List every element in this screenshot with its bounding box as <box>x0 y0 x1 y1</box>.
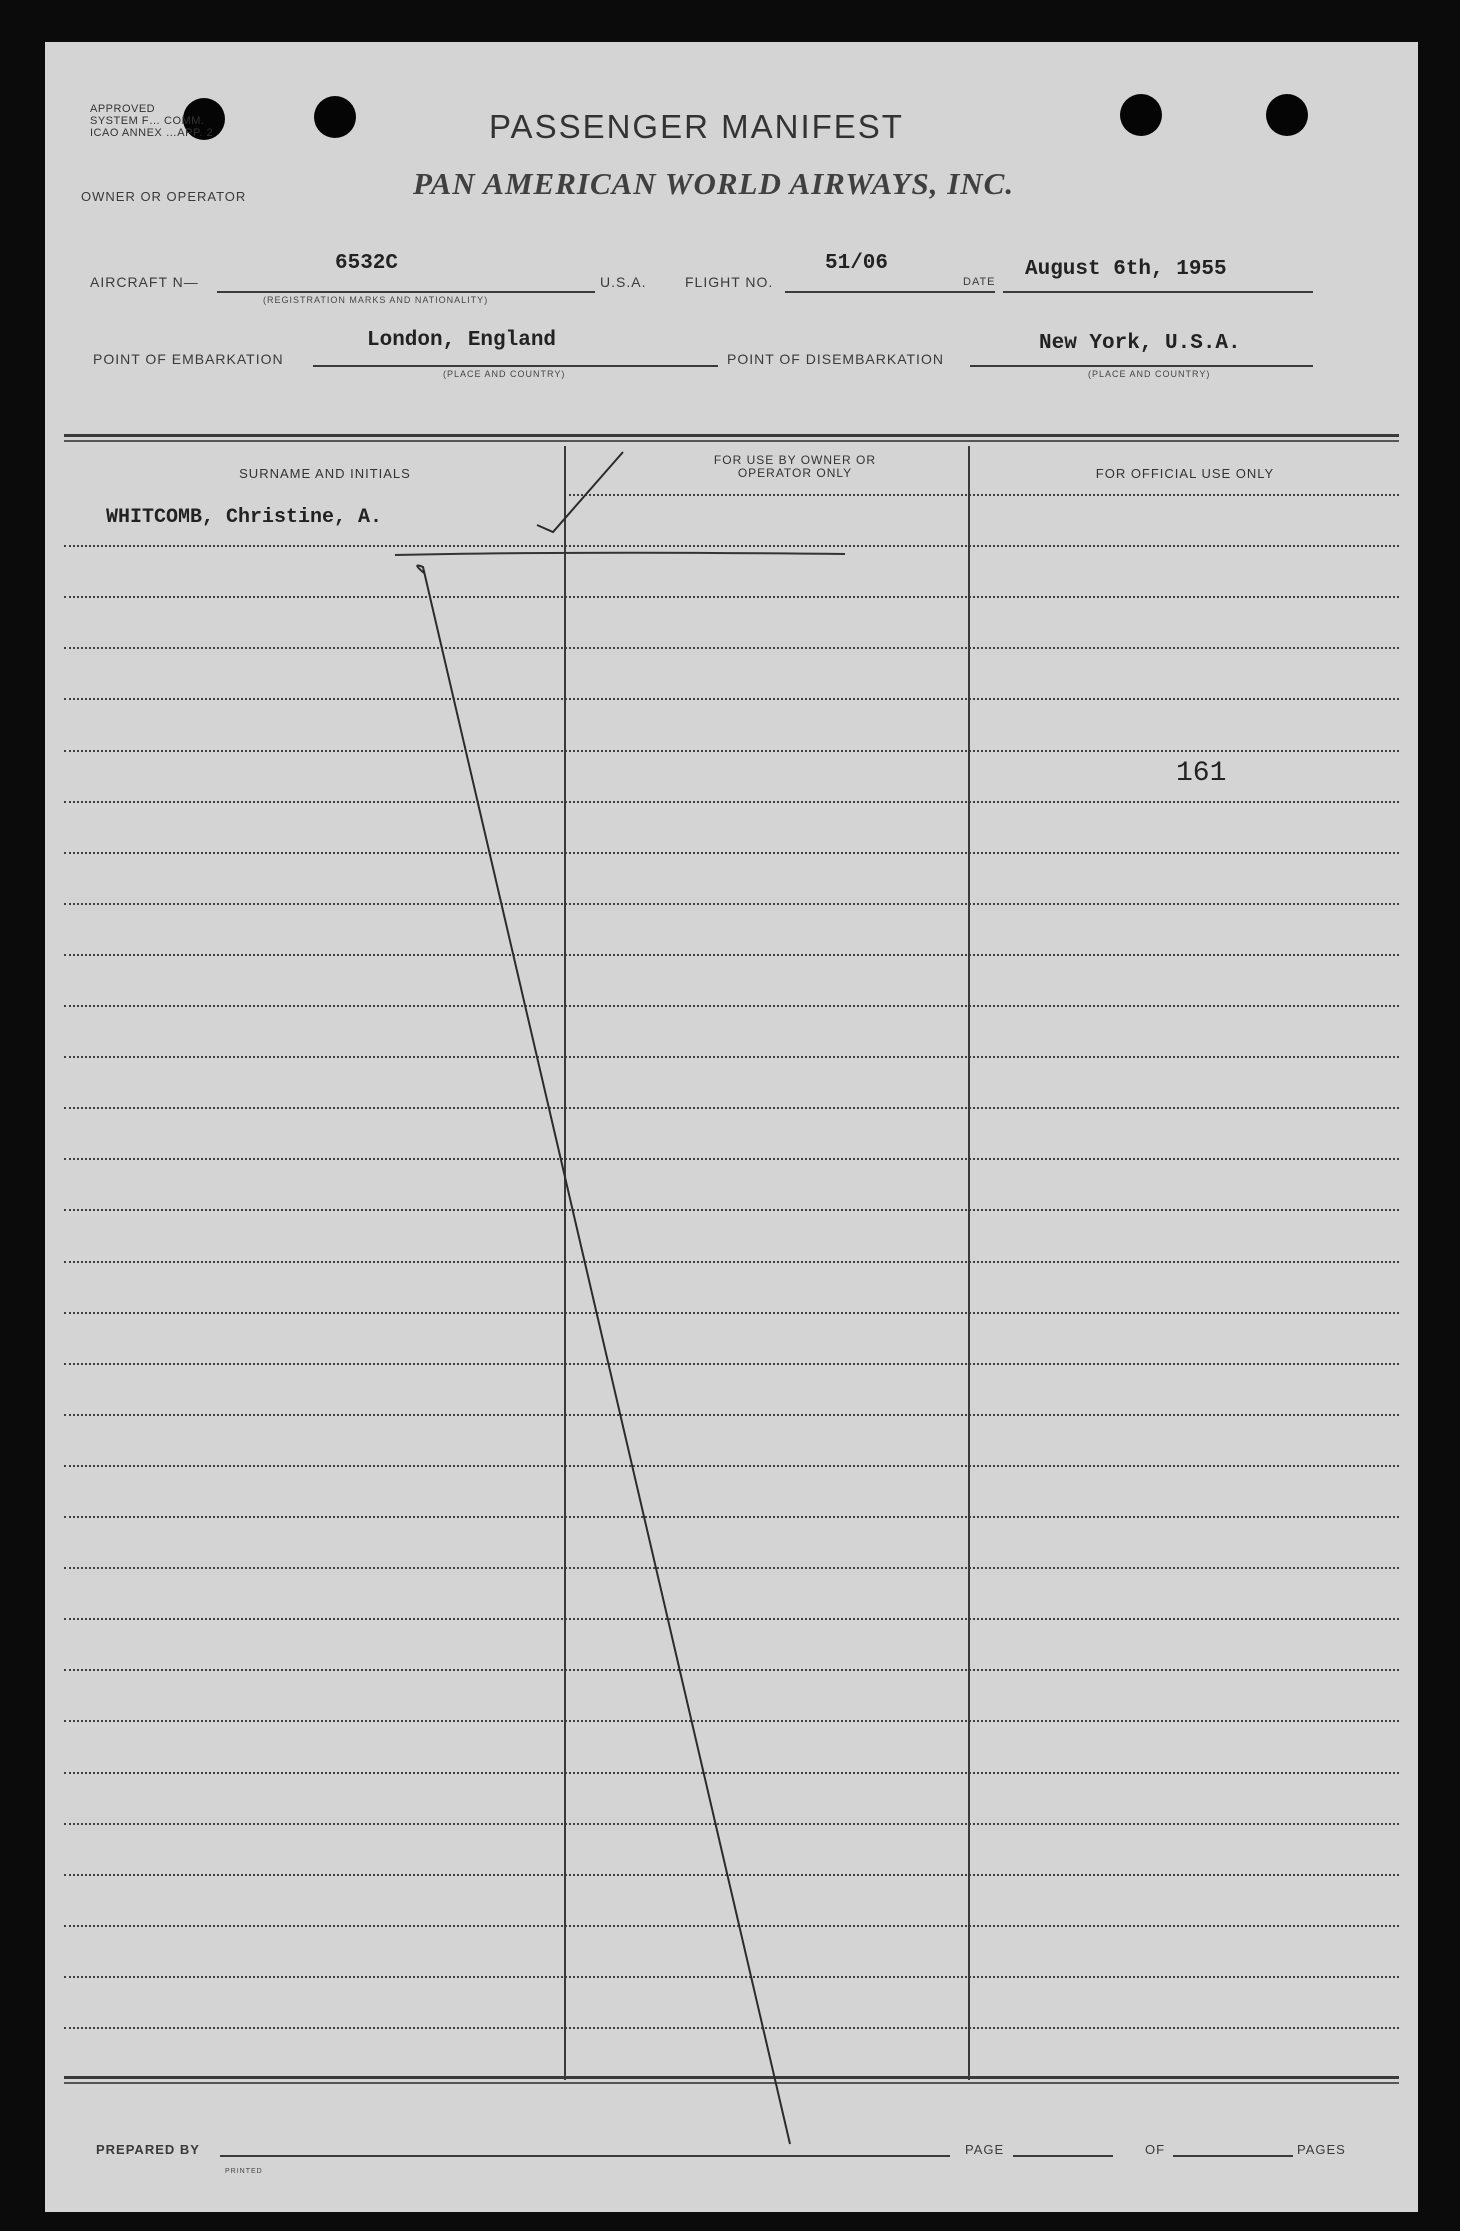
strike-line <box>417 565 790 2144</box>
prepared-by-label: PREPARED BY <box>96 2142 200 2157</box>
date-label: DATE <box>963 276 996 288</box>
usa-label: U.S.A. <box>600 274 647 290</box>
check-mark <box>537 452 623 532</box>
operator-name: PAN AMERICAN WORLD AIRWAYS, INC. <box>413 166 1015 201</box>
pages-label: PAGES <box>1297 2142 1346 2157</box>
embark-label: POINT OF EMBARKATION <box>93 351 284 367</box>
manifest-sheet <box>45 42 1418 2212</box>
approval-line: SYSTEM F… COMM. <box>90 115 205 127</box>
aircraft-label: AIRCRAFT N— <box>90 274 199 290</box>
page-title: PASSENGER MANIFEST <box>489 108 904 145</box>
underline-stroke <box>395 553 845 555</box>
flight-no-label: FLIGHT NO. <box>685 274 774 290</box>
embark-sublabel: (PLACE AND COUNTRY) <box>443 369 566 379</box>
printed-label: PRINTED <box>225 2168 263 2175</box>
header-owner-use: FOR USE BY OWNER OR OPERATOR ONLY <box>713 453 877 480</box>
embark-place: London, England <box>367 329 557 352</box>
of-label: OF <box>1145 2142 1166 2157</box>
disembark-place: New York, U.S.A. <box>1039 332 1241 355</box>
flight-number: 51/06 <box>825 252 889 275</box>
header-official-use: FOR OFFICIAL USE ONLY <box>1095 466 1275 481</box>
approval-line: APPROVED <box>90 103 156 115</box>
table-row-surname: WHITCOMB, Christine, A. <box>106 506 383 529</box>
disembark-label: POINT OF DISEMBARKATION <box>727 351 944 367</box>
aircraft-registration: 6532C <box>335 252 399 275</box>
page-label: PAGE <box>965 2142 1005 2157</box>
aircraft-sublabel: (REGISTRATION MARKS AND NATIONALITY) <box>263 295 489 305</box>
approval-line: ICAO ANNEX …APP. 2 <box>90 127 214 139</box>
header-surname: SURNAME AND INITIALS <box>239 466 411 481</box>
flight-date: August 6th, 1955 <box>1025 258 1227 281</box>
pencil-marks <box>45 42 1418 2212</box>
owner-label: OWNER OR OPERATOR <box>81 189 247 204</box>
stamp-number: 161 <box>1176 758 1227 789</box>
disembark-sublabel: (PLACE AND COUNTRY) <box>1088 369 1211 379</box>
